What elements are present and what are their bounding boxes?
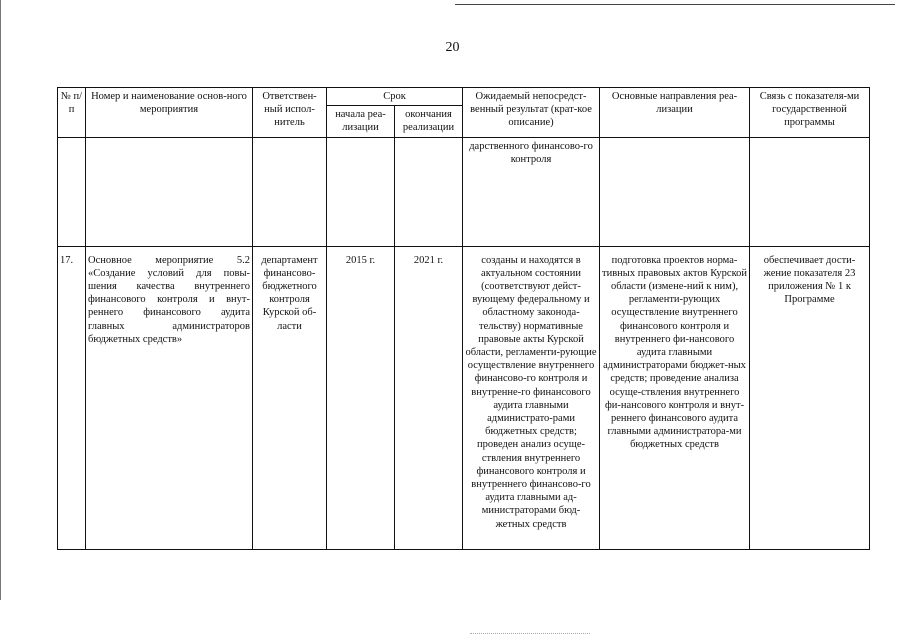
cont-link [750, 137, 870, 246]
row-name-line: бюджетных средств» [88, 333, 183, 345]
row-name-line: «Создание условий для повы- [88, 267, 250, 279]
row-directions: подготовка проектов норма-тивных правовых актов Курской области (измене-ний к ним), регламенти-рующих осуществление внутреннего финансового контроля и внутреннего фи-нансового аудита главными администраторами бюджет-ных средств; проведение анализа осуще-ствления внутреннего фи-нансового контроля и внут-реннего финансового аудита главными администратора-ми бюджетных средств [600, 246, 750, 549]
row-name [86, 246, 253, 549]
row-responsible: департамент финансово-бюджетного контроля Курской об-ласти [253, 246, 327, 549]
scan-left-edge [0, 0, 1, 600]
continuation-row [58, 137, 870, 246]
header-end: окончания реализации [395, 106, 463, 137]
row-name-line: шения качества внутреннего [88, 281, 250, 293]
header-responsible: Ответствен-ный испол-нитель [253, 88, 327, 138]
row-name-line: главных администраторов [88, 320, 250, 332]
cont-result: дарственного финансово-го контроля [463, 137, 600, 246]
header-start: начала реа-лизации [327, 106, 395, 137]
cont-directions [600, 137, 750, 246]
header-result: Ожидаемый непосредст-венный результат (крат-кое описание) [463, 88, 600, 138]
row-name-line: Основное мероприятие 5.2 [88, 254, 250, 266]
cont-start [327, 137, 395, 246]
table-row [58, 246, 870, 549]
cont-end [395, 137, 463, 246]
row-link: обеспечивает дости-жение показателя 23 приложения № 1 к Программе [750, 246, 870, 549]
page-number: 20 [445, 40, 460, 55]
header-directions: Основные направления реа-лизации [600, 88, 750, 138]
row-name-line: финансового контроля и внут- [88, 294, 250, 306]
activities-table [57, 87, 870, 550]
row-name-line: реннего финансового аудита [88, 307, 250, 319]
header-row-1 [58, 88, 870, 106]
scan-artifact [470, 633, 590, 634]
cont-name [86, 137, 253, 246]
top-rule [455, 4, 895, 5]
header-link: Связь с показателя-ми государственной программы [750, 88, 870, 138]
row-num: 17. [58, 246, 86, 549]
cont-num [58, 137, 86, 246]
header-term: Срок [327, 88, 463, 106]
cont-responsible [253, 137, 327, 246]
header-name: Номер и наименование основ-ного мероприятия [86, 88, 253, 138]
row-result: созданы и находятся в актуальном состоянии (соответствуют дейст-вующему федеральному и областному законода-тельству) нормативные правовые акты Курской области, регламенти-рующие осуществление внутреннего финансово-го контроля и внутренне-го финансового аудита главными администрато-рами бюджетных средств; проведен анализ осуще-ствления внутреннего финансового контроля и внутреннего финансово-го аудита главными ад-министраторами бюд-жетных средств [463, 246, 600, 549]
row-end: 2021 г. [395, 246, 463, 549]
header-num: № п/п [58, 88, 86, 138]
row-start: 2015 г. [327, 246, 395, 549]
